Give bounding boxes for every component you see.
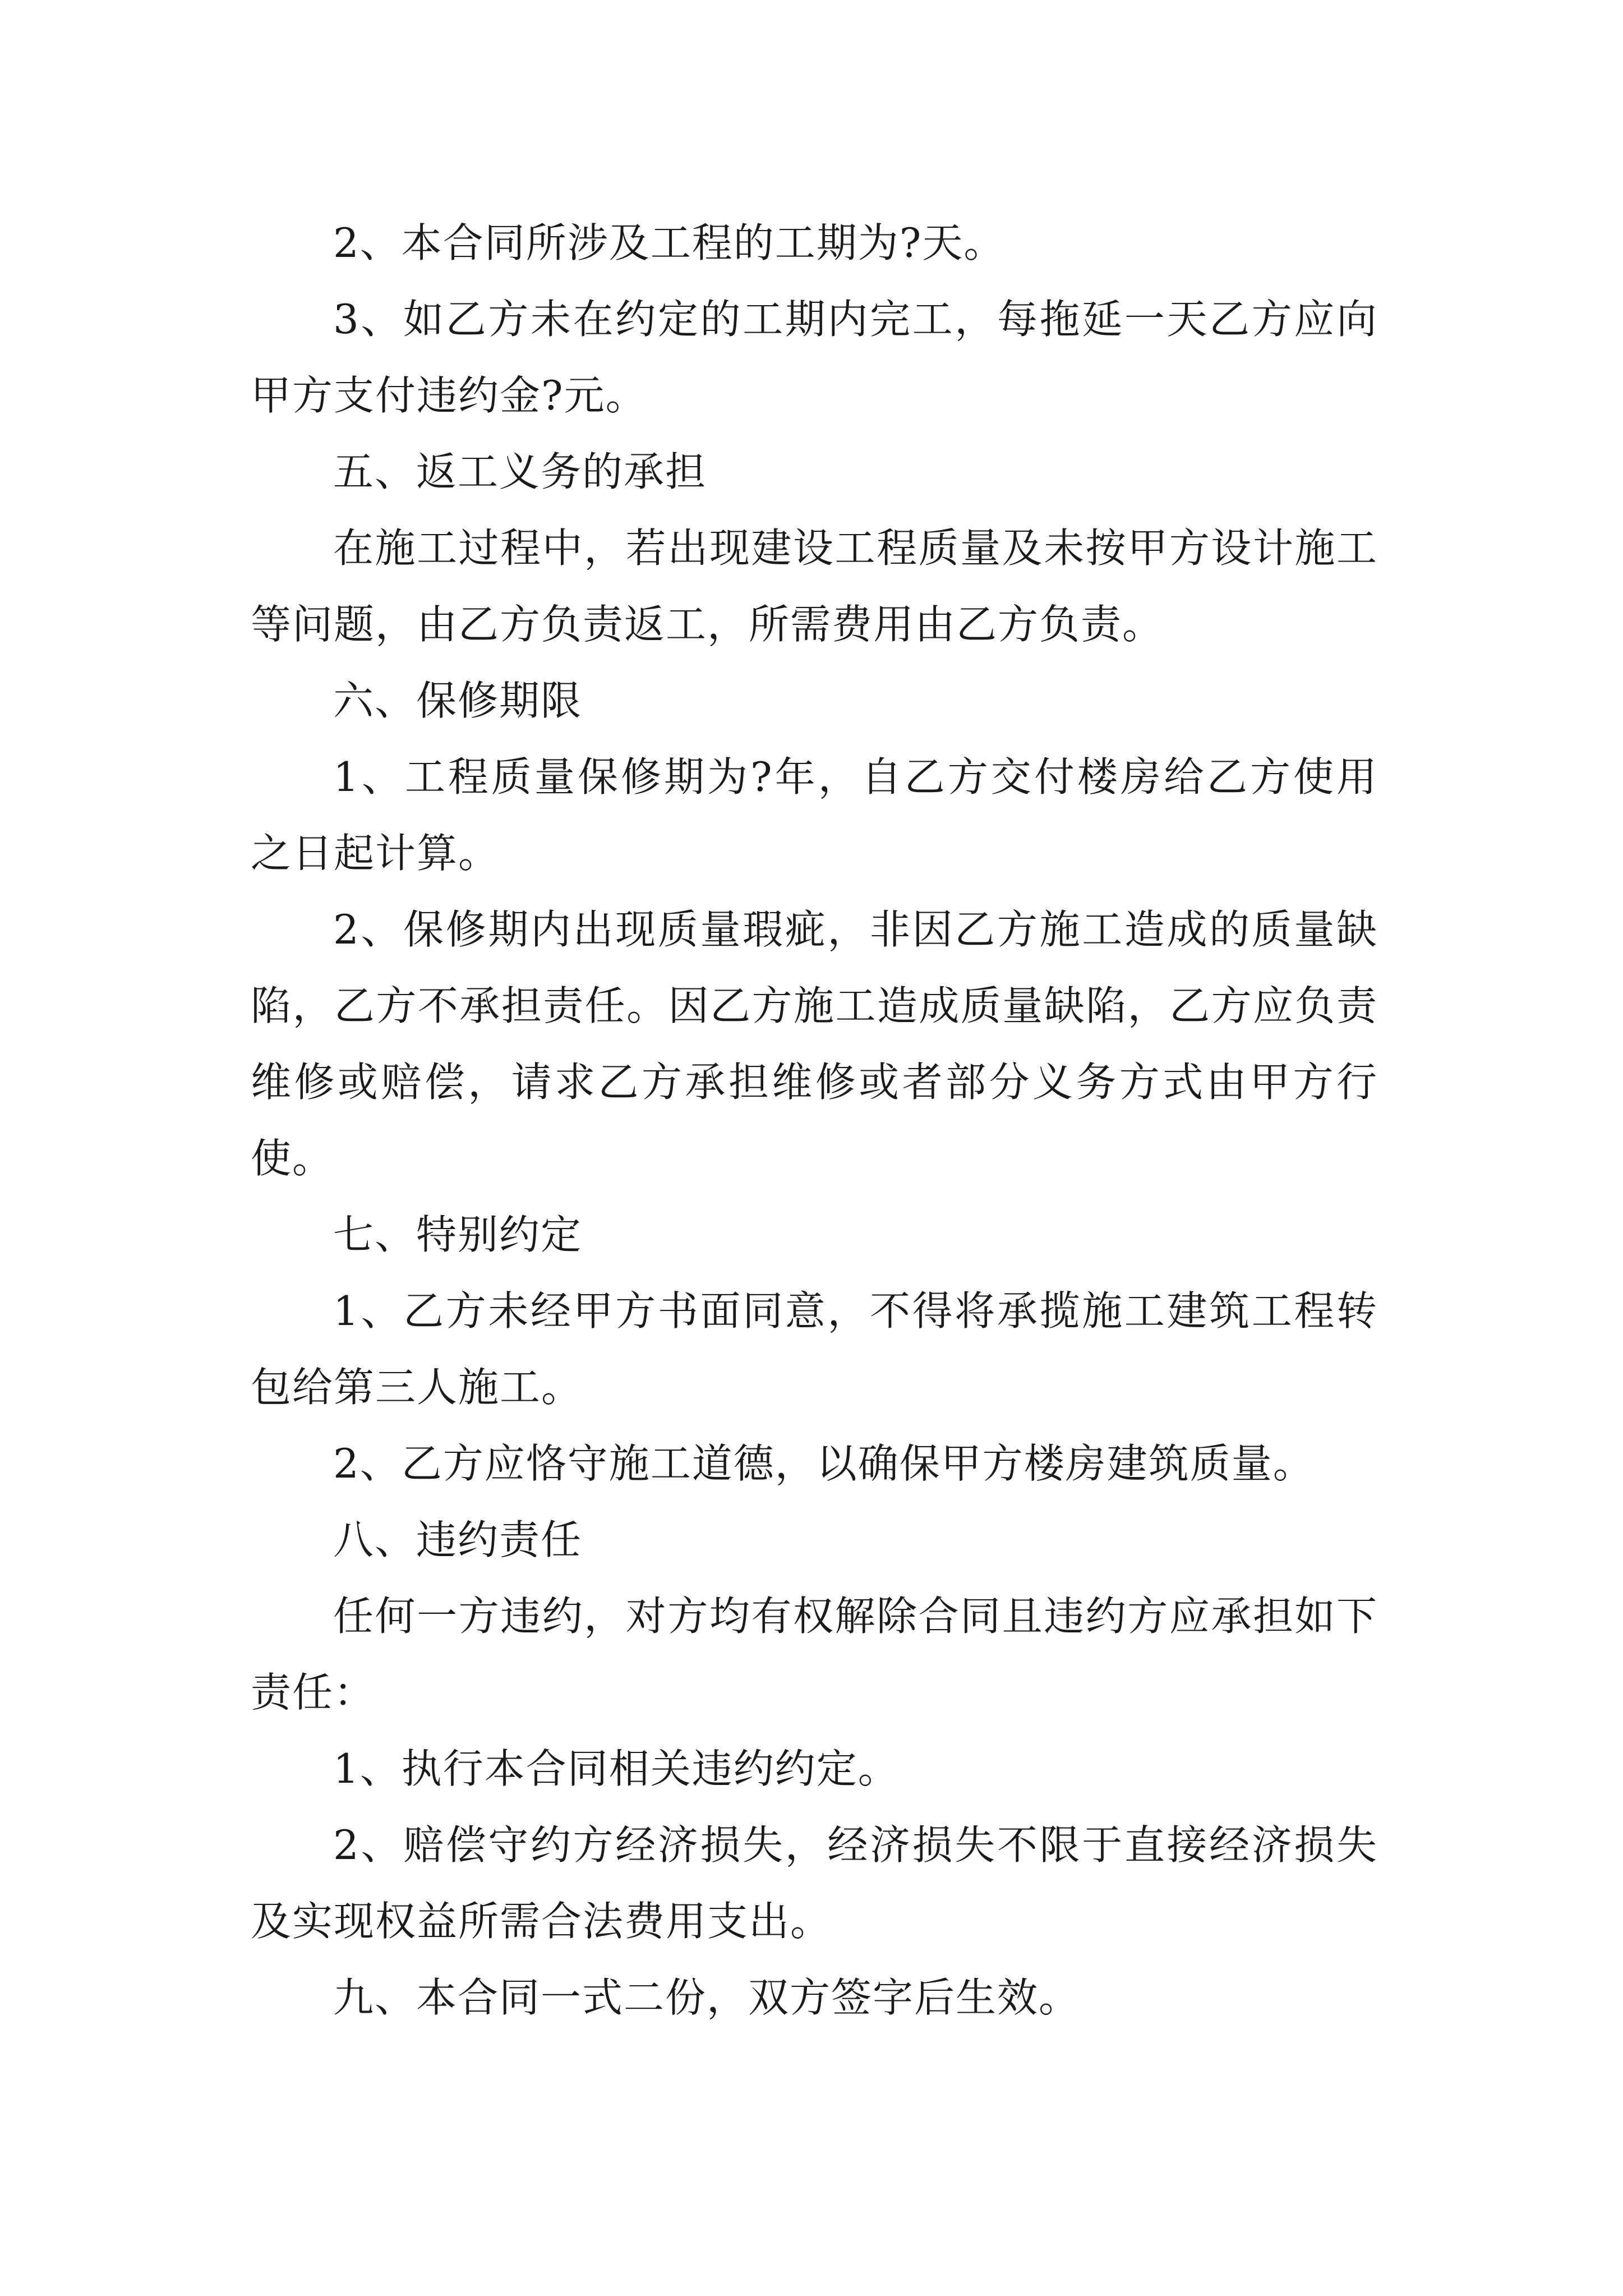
- paragraph-construction-period: 2、本合同所涉及工程的工期为?天。: [333, 219, 1006, 266]
- paragraph-delay-penalty: 3、如乙方未在约定的工期内完工，每拖延一天乙方应向甲方支付违约金?元。: [251, 296, 1378, 419]
- paragraph-construction-ethics: 2、乙方应恪守施工道德，以确保甲方楼房建筑质量。: [333, 1440, 1315, 1487]
- heading-rework-obligation: 五、返工义务的承担: [333, 448, 707, 495]
- paragraph-warranty-defects: 2、保修期内出现质量瑕疵，非因乙方施工造成的质量缺陷，乙方不承担责任。因乙方施工造成质量缺陷，乙方应负责维修或赔偿，请求乙方承担维修或者部分义务方式由甲方行使。: [251, 906, 1378, 1182]
- paragraph-no-subcontracting: 1、乙方未经甲方书面同意，不得将承揽施工建筑工程转包给第三人施工。: [251, 1287, 1378, 1411]
- heading-special-agreement: 七、特别约定: [333, 1211, 583, 1258]
- paragraph-breach-item-2: 2、赔偿守约方经济损失，经济损失不限于直接经济损失及实现权益所需合法费用支出。: [251, 1821, 1378, 1945]
- paragraph-warranty-duration: 1、工程质量保修期为?年，自乙方交付楼房给乙方使用之日起计算。: [251, 753, 1378, 877]
- paragraph-breach-intro: 任何一方违约，对方均有权解除合同且违约方应承担如下责任：: [251, 1593, 1378, 1716]
- heading-breach-liability: 八、违约责任: [333, 1516, 583, 1563]
- paragraph-breach-item-1: 1、执行本合同相关违约约定。: [333, 1745, 900, 1792]
- paragraph-copies-effective: 九、本合同一式二份，双方签字后生效。: [333, 1974, 1081, 2021]
- document-page: [251, 205, 1378, 2036]
- paragraph-rework-terms: 在施工过程中，若出现建设工程质量及未按甲方设计施工等问题，由乙方负责返工，所需费用由乙方负责。: [251, 524, 1378, 648]
- heading-warranty-period: 六、保修期限: [333, 677, 583, 724]
